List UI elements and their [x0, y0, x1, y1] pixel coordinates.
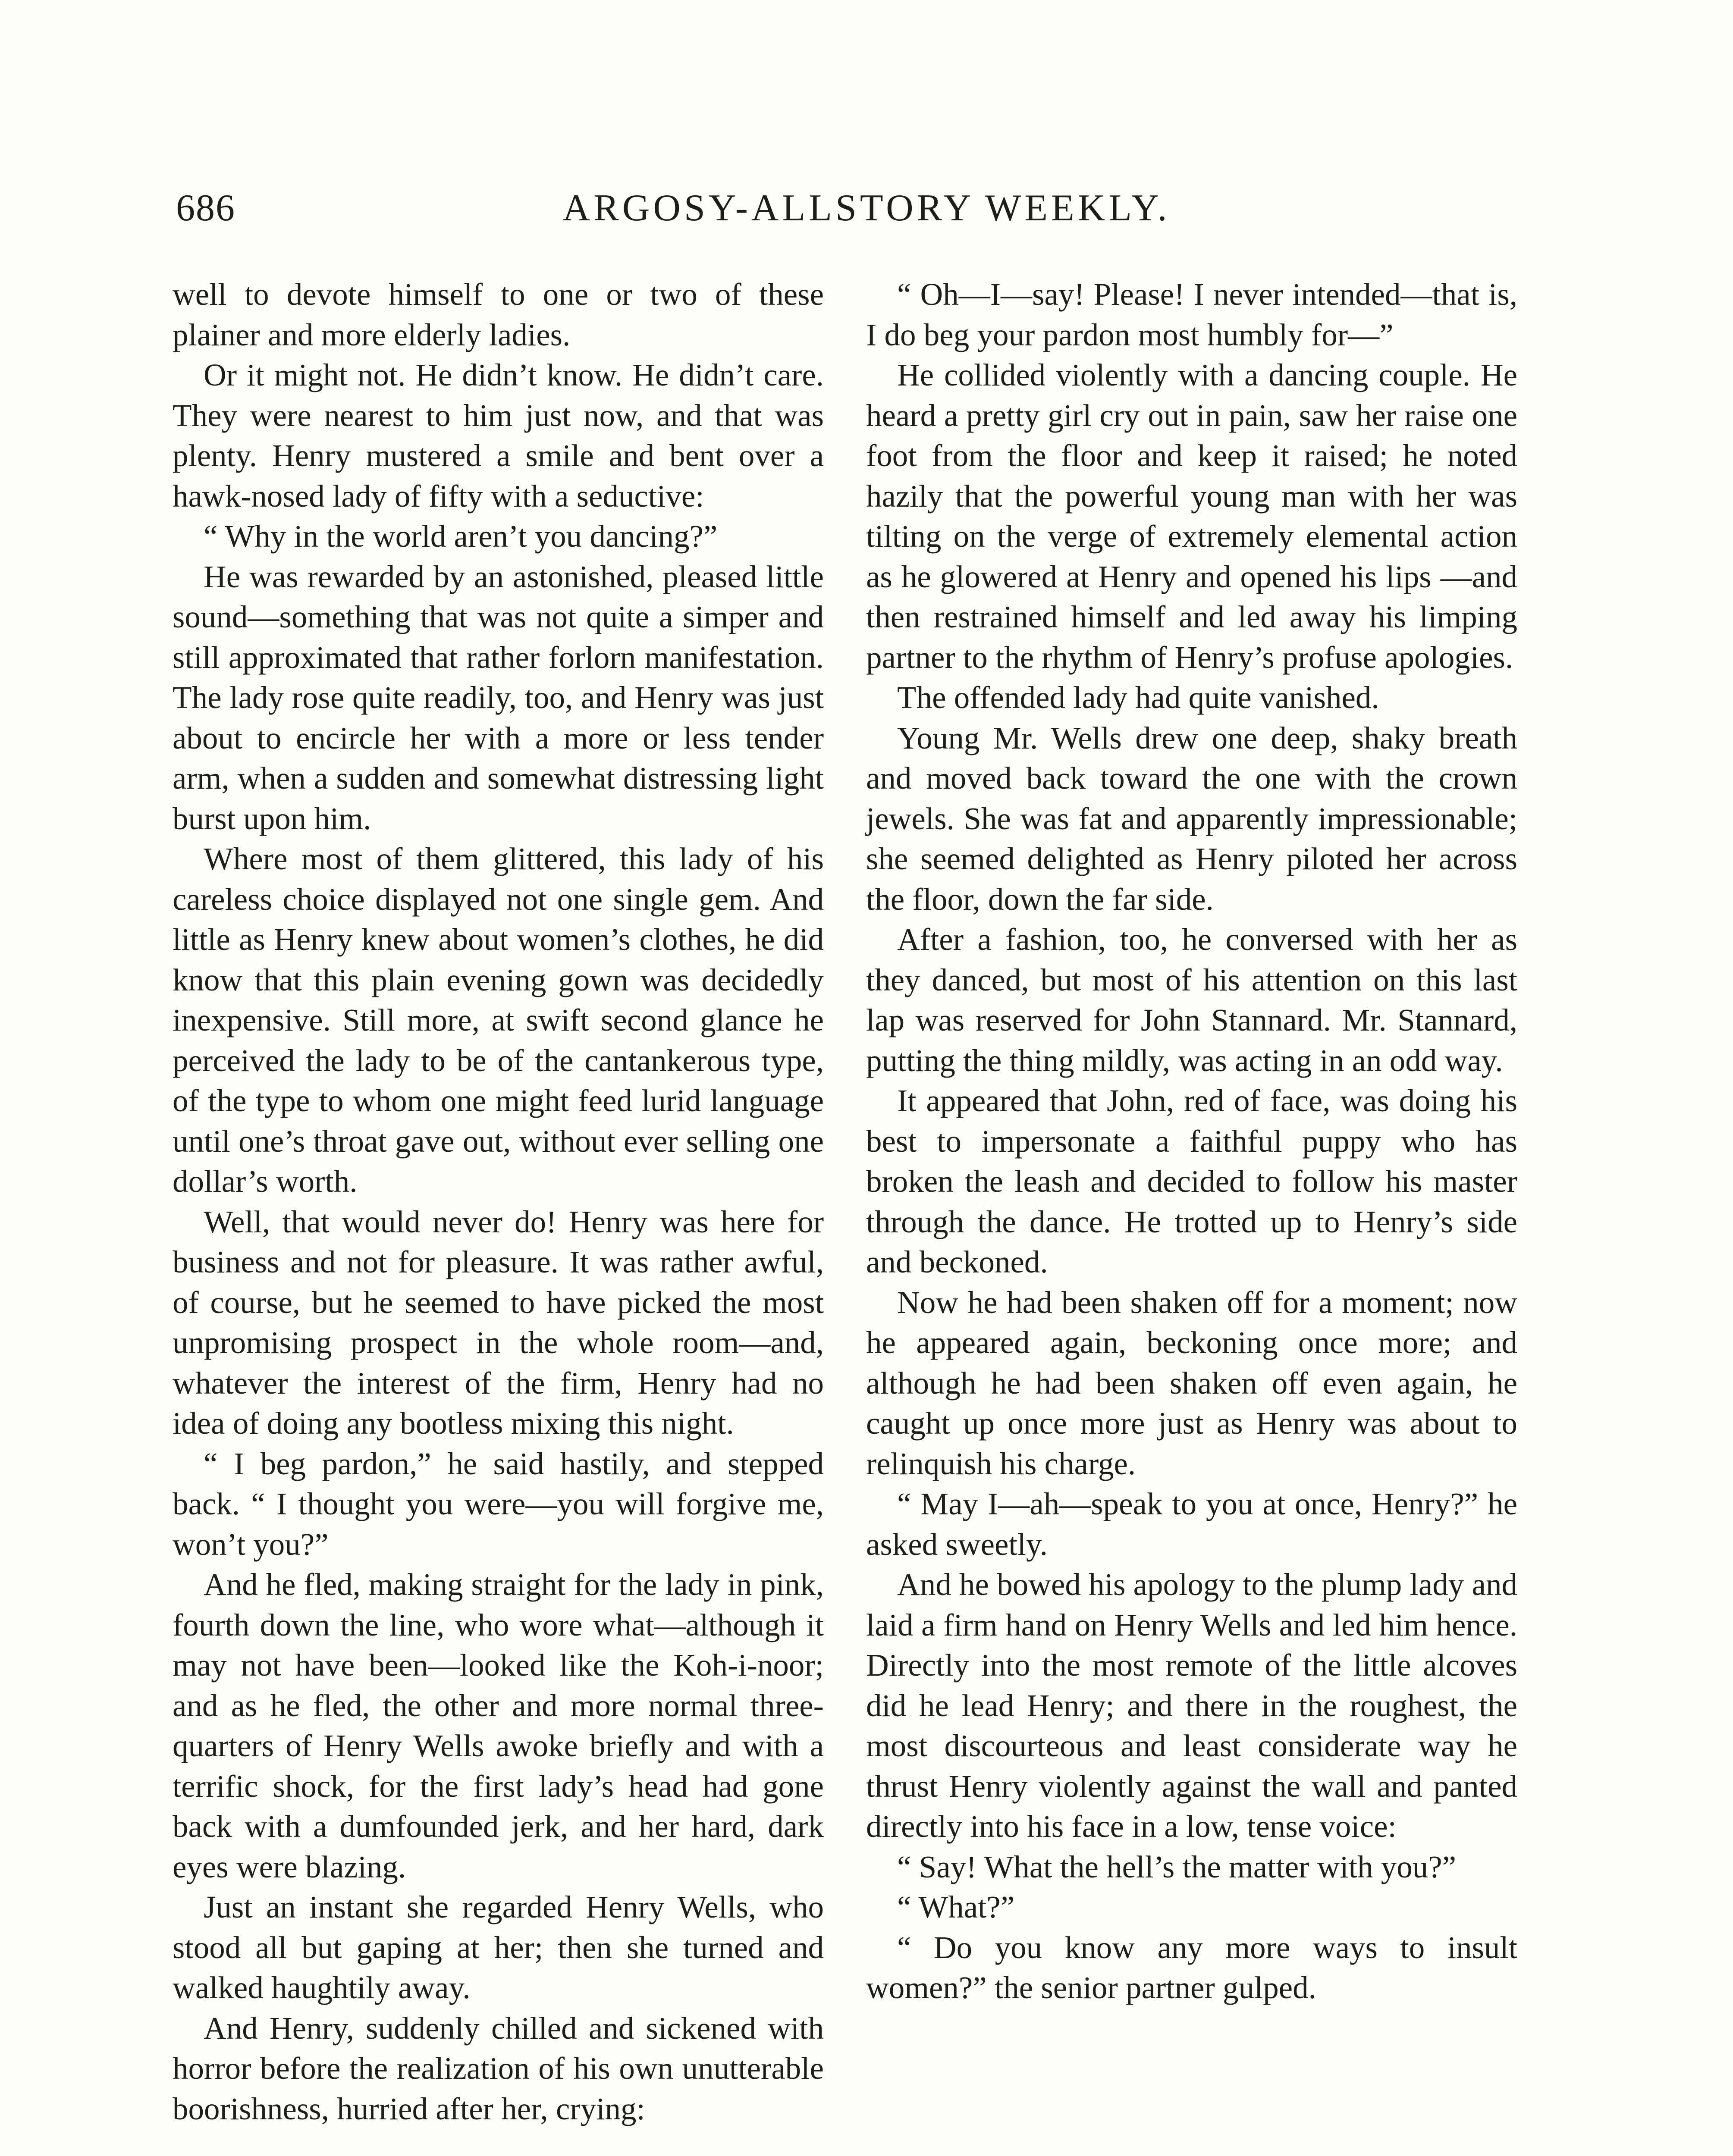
paragraph: Well, that would never do! Henry was here for business and not for pleasure. It was rather awful, of course, but he seemed to have picked the most unpromising prospect in the whole room—and, whatever the interest of the firm, Henry had no idea of doing any bootless mixing this night.: [173, 1204, 824, 1441]
page-number: 686: [176, 187, 235, 229]
paragraph: Just an instant she regarded Henry Wells, who stood all but gaping at her; then she turned and walked haughtily away.: [173, 1890, 824, 2005]
paragraph: He was rewarded by an astonished, pleased little sound—something that was not quite a simper and still approximated that rather forlorn manifestation. The lady rose quite readily, too, and Henry was just about to encircle her with a more or less tender arm, when a sudden and somewhat distressing light burst upon him.: [173, 559, 824, 836]
paragraph: “ Say! What the hell’s the matter with you?”: [897, 1849, 1457, 1884]
paragraph: Young Mr. Wells drew one deep, shaky breath and moved back toward the one with the crown jewels. She was fat and apparently impressionable; she seemed delighted as Henry piloted her across the floor, down the far side.: [866, 720, 1517, 917]
paragraph: “ I beg pardon,” he said hastily, and stepped back. “ I thought you were—you will forgive me, won’t you?”: [173, 1446, 824, 1562]
paragraph: And he fled, making straight for the lady in pink, fourth down the line, who wore what—although it may not have been—looked like the Koh-i-noor; and as he fled, the other and more normal three-quarters of Henry Wells awoke briefly and with a terrific shock, for the first lady’s head had gone back with a dumfounded jerk, and her hard, dark eyes were blazing.: [173, 1567, 824, 1884]
paragraph: “ Do you know any more ways to insult women?” the senior partner gulped.: [866, 1930, 1517, 2005]
paragraph: “ May I—ah—speak to you at once, Henry?” he asked sweetly.: [866, 1486, 1517, 1562]
paragraph: “ Why in the world aren’t you dancing?”: [204, 519, 718, 554]
paragraph: “ Oh—I—say! Please! I never intended—that is, I do beg your pardon most humbly for—”: [866, 277, 1517, 352]
paragraph: “ What?”: [897, 1890, 1015, 1924]
paragraph: And Henry, suddenly chilled and sickened with horror before the realization of his own unutterable boorishness, hurried after her, crying:: [173, 2010, 824, 2126]
paragraph: And he bowed his apology to the plump lady and laid a firm hand on Henry Wells and led him hence. Directly into the most remote of the little alcoves did he lead Henry; and there in the roughest, the most discourteous and least considerate way he thrust Henry violently against the wall and panted directly into his face in a low, tense voice:: [866, 1567, 1517, 1844]
page-header: [0, 186, 1733, 238]
paragraph: After a fashion, too, he conversed with her as they danced, but most of his attention on this last lap was reserved for John Stannard. Mr. Stannard, putting the thing mildly, was acting in an odd way.: [866, 922, 1517, 1078]
paragraph: Now he had been shaken off for a moment; now he appeared again, beckoning once more; and although he had been shaken off even again, he caught up once more just as Henry was about to relinquish his charge.: [866, 1285, 1517, 1481]
running-head: ARGOSY-ALLSTORY WEEKLY.: [562, 187, 1171, 229]
paragraph: well to devote himself to one or two of these plainer and more elderly ladies.: [173, 277, 824, 352]
paragraph: It appeared that John, red of face, was doing his best to impersonate a faithful puppy who has broken the leash and decided to follow his master through the dance. He trotted up to Henry’s side and beckoned.: [866, 1083, 1517, 1279]
left-column: [173, 274, 824, 2129]
paragraph: Where most of them glittered, this lady of his careless choice displayed not one single gem. And little as Henry knew about women’s clothes, he did know that this plain evening gown was decidedly inexpensive. Still more, at swift second glance he perceived the lady to be of the cantankerous type, of the type to whom one might feed lurid language until one’s throat gave out, without ever selling one dollar’s worth.: [173, 841, 824, 1199]
paragraph: Or it might not. He didn’t know. He didn’t care. They were nearest to him just now, and that was plenty. Henry mustered a smile and bent over a hawk-nosed lady of fifty with a seductive:: [173, 357, 824, 514]
paragraph: He collided violently with a dancing couple. He heard a pretty girl cry out in pain, saw her raise one foot from the floor and keep it raised; he noted hazily that the powerful young man with her was tilting on the verge of extremely elemental action as he glowered at Henry and opened his lips —and then restrained himself and led away his limping partner to the rhythm of Henry’s profuse apologies.: [866, 357, 1517, 675]
right-column: [866, 274, 1517, 2008]
paragraph: The offended lady had quite vanished.: [897, 680, 1379, 715]
